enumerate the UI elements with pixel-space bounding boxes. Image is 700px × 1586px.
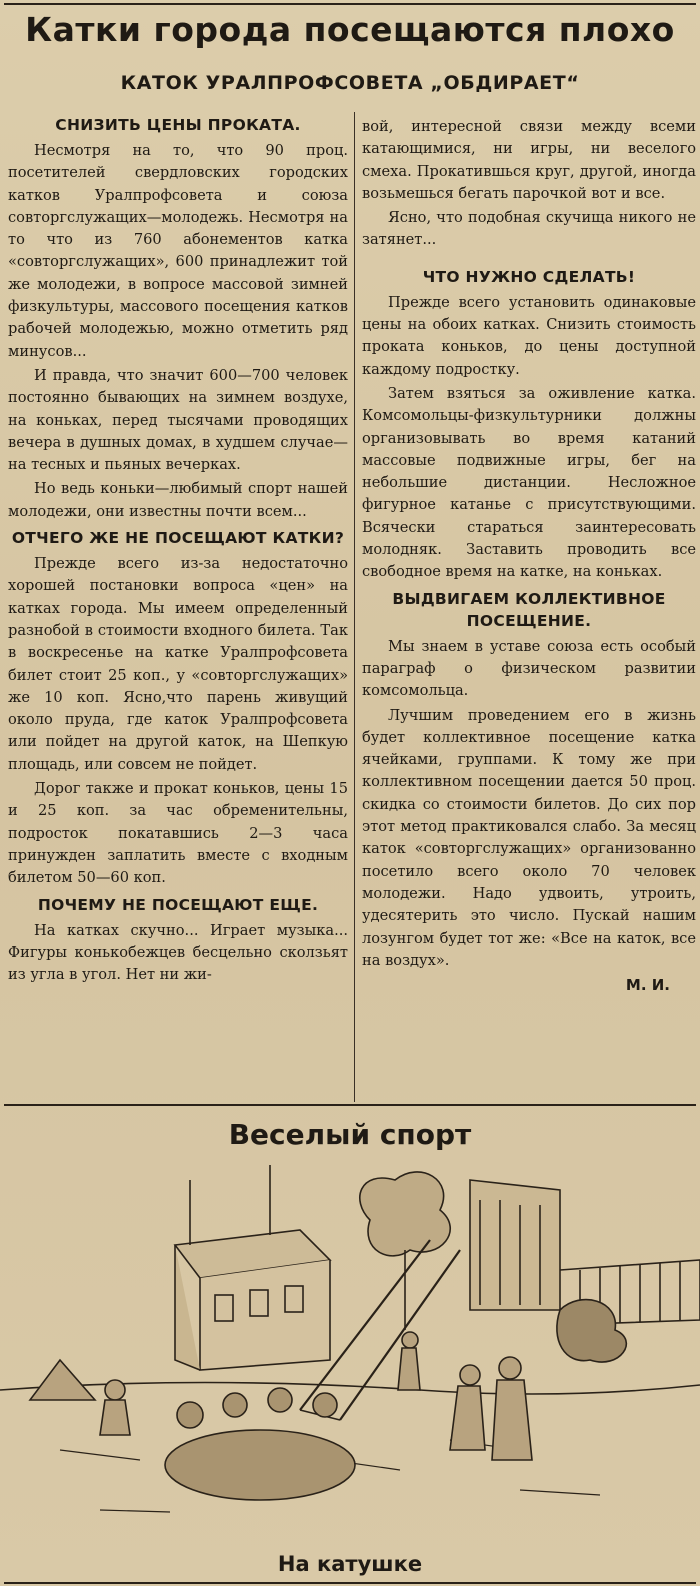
skating-rink-illustration xyxy=(0,1160,700,1550)
paragraph: Затем взяться за оживление катка. Комсомольцы-физкультурники должны организовывать во время катаний массовые подвижные игры, бег на небольшие дистанции. Несложное фигурное катанье с присутствующими. Всячески стараться заинтересовать молодняк. Заставить проводить все свободное время на катке, на коньках. xyxy=(362,384,696,581)
section-rule xyxy=(4,1104,696,1106)
paragraph: Ясно, что подобная скучища никого не затянет... xyxy=(362,209,696,249)
paragraph: Мы знаем в уставе союза есть особый параграф о физическом развитии комсомольца. xyxy=(362,637,696,700)
column-divider xyxy=(354,112,355,1102)
cartoon-caption: На катушке xyxy=(277,1552,423,1576)
paragraph: Лучшим проведением его в жизнь будет коллективное посещение катка ячейками, группами. К тому же при коллективном посещении дается 50 проц. скидка со стоимости билетов. До сих пор этот метод практиковался слабо. За месяц каток «совторгслужащих» организованно посетило всего около 70 человек молодежи. Надо удвоить, утроить, удесятерить это число. Пускай нашим лозунгом будет тот же: «Все на каток, все на воздух». xyxy=(362,706,696,969)
section-heading: ЧТО НУЖНО СДЕЛАТЬ! xyxy=(422,267,636,286)
paragraph: Но ведь коньки—любимый спорт нашей молодежи, они известны почти всем... xyxy=(8,480,348,520)
paragraph: И правда, что значит 600—700 человек постоянно бывающих на зимнем воздухе, на коньках, перед тысячами проводящих вечера в душных домах, в худшем случае—на тесных и пьяных вечерках. xyxy=(8,366,348,474)
paragraph: На катках скучно... Играет музыка... Фигуры конькобежцев бесцельно сколзьят из угла в угол. Нет ни жи- xyxy=(8,921,348,984)
subheadline: КАТОК УРАЛПРОФСОВЕТА „ОБДИРАЕТ“ xyxy=(120,72,580,94)
cartoon-title: Веселый спорт xyxy=(228,1118,472,1151)
paragraph: вой, интересной связи между всеми катающимися, ни игры, ни веселого смеха. Прокатившься круг, другой, иногда возьмешься бегать парочкой вот и все. xyxy=(362,118,696,202)
paragraph: Несмотря на то, что 90 проц. посетителей свердловских городских катков Уралпрофсовета и союза совторгслужащих—молодежь. Несмотря на то что из 760 абонементов катка «совторгслужащих», 600 принадлежит той же молодежи, в вопросе массовой зимней физкультуры, массового посещения катков рабочей молодежью, можно отметить ряд минусов... xyxy=(8,142,348,360)
section-heading: ПОЧЕМУ НЕ ПОСЕЩАЮТ ЕЩЕ. xyxy=(37,895,319,914)
left-column xyxy=(8,110,348,1100)
paragraph: Дорог также и прокат коньков, цены 15 и 25 коп. за час обременительны, подросток покатавшись 2—3 часа принужден заплатить вместе с входным билетом 50—60 коп. xyxy=(8,780,348,887)
paragraph: Прежде всего из-за недостаточно хорошей постановки вопроса «цен» на катках города. Мы имеем определенный разнобой в стоимости входного билета. Так в воскресенье на катке Уралпрофсовета билет стоит 25 коп., у «совторгслужащих» же 10 коп. Ясно,что парень живущий около пруда, где каток Уралпрофсовета или пойдет на другой каток, на Шепкую площадь, или совсем не пойдет. xyxy=(8,555,348,773)
signature: М. И. xyxy=(625,976,670,995)
section-heading: СНИЗИТЬ ЦЕНЫ ПРОКАТА. xyxy=(55,116,301,134)
bottom-rule xyxy=(4,1582,696,1584)
paragraph: Прежде всего установить одинаковые цены на обоих катках. Снизить стоимость проката коньков, до цены доступной каждому подростку. xyxy=(362,293,696,378)
section-heading: ВЫДВИГАЕМ КОЛЛЕКТИВНОЕ ПОСЕЩЕНИЕ. xyxy=(392,589,666,630)
right-column xyxy=(362,116,696,995)
section-heading: ОТЧЕГО ЖЕ НЕ ПОСЕЩАЮТ КАТКИ? xyxy=(11,529,345,548)
headline: Катки города посещаются плохо xyxy=(25,10,675,49)
top-rule xyxy=(4,3,696,5)
